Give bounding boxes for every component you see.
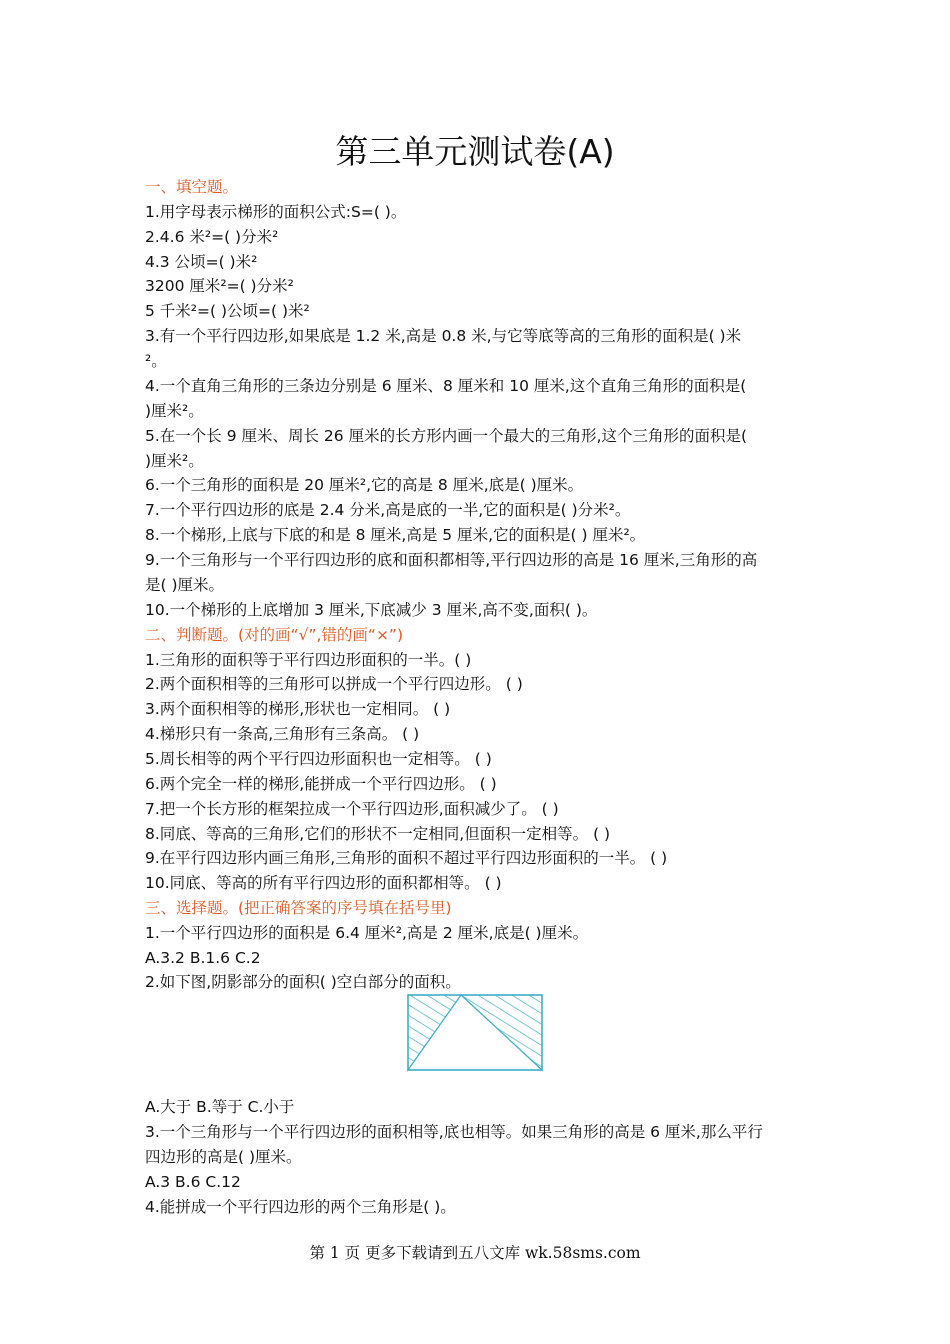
question-line: 2.两个面积相等的三角形可以拼成一个平行四边形。 ( ) [145,675,523,693]
question-line: 4.能拼成一个平行四边形的两个三角形是( )。 [145,1198,456,1216]
question-line: 4.一个直角三角形的三条边分别是 6 厘米、8 厘米和 10 厘米,这个直角三角形的面积是( [145,377,747,395]
section-heading-judgement: 二、判断题。(对的画“√”,错的画“×”) [145,626,404,644]
question-line: 7.把一个长方形的框架拉成一个平行四边形,面积减少了。 ( ) [145,800,559,818]
question-line: 1.三角形的面积等于平行四边形面积的一半。( ) [145,651,472,669]
question-line: 9.在平行四边形内画三角形,三角形的面积不超过平行四边形面积的一半。 ( ) [145,849,668,867]
question-line: 3.有一个平行四边形,如果底是 1.2 米,高是 0.8 米,与它等底等高的三角形的面积是( )米 [145,327,742,345]
question-line: )厘米²。 [145,452,204,470]
question-line: 3.两个面积相等的梯形,形状也一定相同。 ( ) [145,700,451,718]
question-line: 8.同底、等高的三角形,它们的形状不一定相同,但面积一定相等。 ( ) [145,825,611,843]
question-line: 四边形的高是( )厘米。 [145,1148,302,1166]
question-line: 8.一个梯形,上底与下底的和是 8 厘米,高是 5 厘米,它的面积是( ) 厘米²。 [145,526,646,544]
question-line: ²。 [145,352,167,370]
question-line: 4.梯形只有一条高,三角形有三条高。 ( ) [145,725,420,743]
answer-options: A.3 B.6 C.12 [145,1173,241,1191]
question-line: 5.在一个长 9 厘米、周长 26 厘米的长方形内画一个最大的三角形,这个三角形的面积是( [145,427,748,445]
question-line: 3200 厘米²=( )分米² [145,277,294,295]
question-line: 2.4.6 米²=( )分米² [145,228,279,246]
question-line: 5.周长相等的两个平行四边形面积也一定相等。 ( ) [145,750,492,768]
question-line: 6.一个三角形的面积是 20 厘米²,它的高是 8 厘米,底是( )厘米。 [145,476,584,494]
question-line: 9.一个三角形与一个平行四边形的底和面积都相等,平行四边形的高是 16 厘米,三角形的高 [145,551,758,569]
question-line: 6.两个完全一样的梯形,能拼成一个平行四边形。 ( ) [145,775,497,793]
page-title: 第三单元测试卷(A) [335,132,615,171]
shaded-rectangle-figure [406,993,544,1073]
question-line: 10.同底、等高的所有平行四边形的面积都相等。 ( ) [145,874,502,892]
section-heading-choice: 三、选择题。(把正确答案的序号填在括号里) [145,899,452,917]
question-line: 2.如下图,阴影部分的面积( )空白部分的面积。 [145,973,461,991]
question-line: 3.一个三角形与一个平行四边形的面积相等,底也相等。如果三角形的高是 6 厘米,那么平行 [145,1123,763,1141]
question-line: 7.一个平行四边形的底是 2.4 分米,高是底的一半,它的面积是( )分米²。 [145,501,631,519]
question-line: 10.一个梯形的上底增加 3 厘米,下底减少 3 厘米,高不变,面积( )。 [145,601,598,619]
question-line: 是( )厘米。 [145,576,225,594]
question-line: 1.用字母表示梯形的面积公式:S=( )。 [145,203,407,221]
question-line: 5 千米²=( )公顷=( )米² [145,302,310,320]
section-heading-fill-blank: 一、填空题。 [145,178,239,196]
question-line: 4.3 公顷=( )米² [145,253,258,271]
answer-options: A.3.2 B.1.6 C.2 [145,949,261,967]
question-line: )厘米²。 [145,402,204,420]
question-line: 1.一个平行四边形的面积是 6.4 厘米²,高是 2 厘米,底是( )厘米。 [145,924,589,942]
answer-options: A.大于 B.等于 C.小于 [145,1098,295,1116]
page-footer: 第 1 页 更多下载请到五八文库 wk.58sms.com [309,1244,641,1262]
